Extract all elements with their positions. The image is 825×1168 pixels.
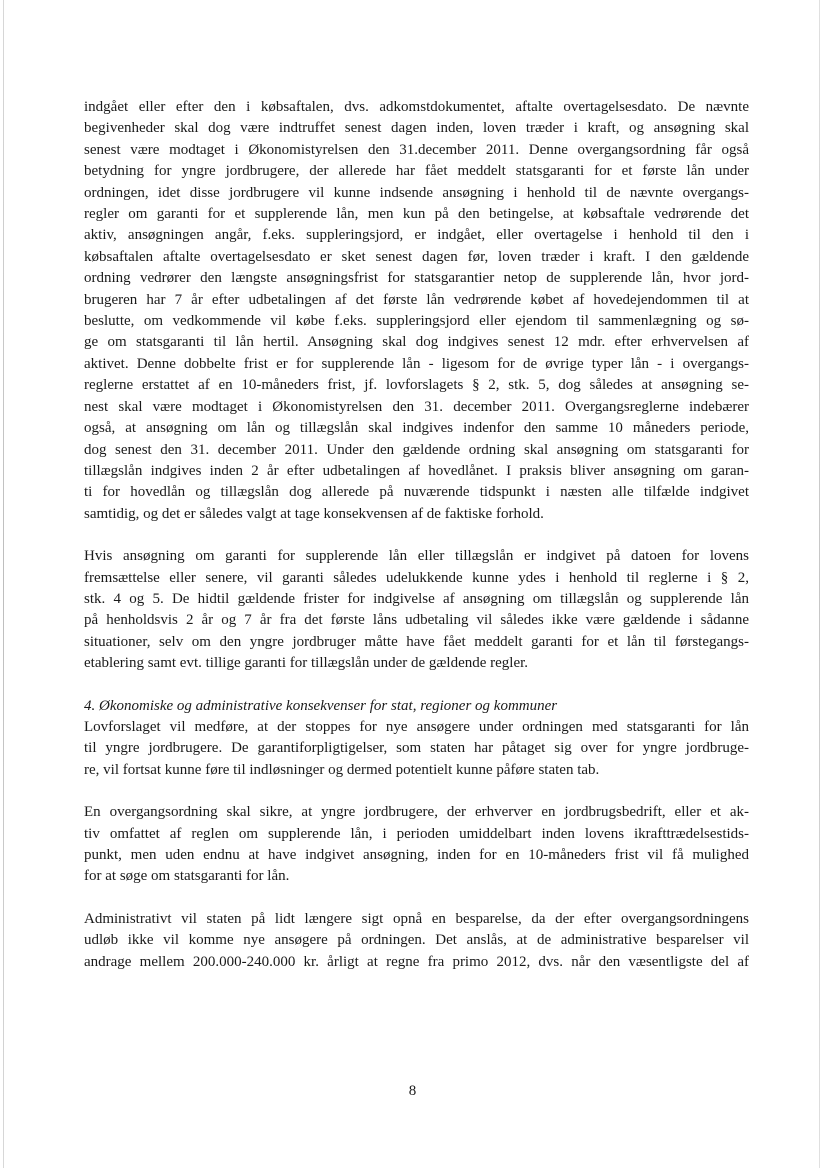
paragraph-guarantee-applications	[84, 546, 749, 674]
text-line: aktivet. Denne dobbelte frist er for supplerende lån - ligesom for de øvrige typer lån - i overgangs-	[84, 355, 749, 372]
scan-edge-right	[819, 0, 820, 1168]
text-line: regler om garanti for et supplerende lån, men kun på den betingelse, at købsaftale vedrørende det	[84, 206, 749, 223]
text-line: tillægslån indgives inden 2 år efter udbetalingen af hovedlånet. I praksis bliver ansøgning om garan-	[84, 462, 749, 479]
page-number: 8	[408, 1083, 417, 1099]
text-line: betydning for yngre jordbrugere, der allerede har fået meddelt statsgaranti for et første lån under	[84, 163, 749, 180]
text-line: brugeren har 7 år efter udbetalingen af det første lån vedrørende købet af hovedejendommen til at	[84, 291, 749, 308]
text-line: ordning vedrører den længste ansøgningsfrist for statsgarantier netop de supplerende lån, hvor jord-	[84, 270, 749, 287]
paragraph-administrative-savings	[84, 909, 749, 973]
text-line: ge om statsgaranti til lån hertil. Ansøgning skal dog indgives senest 12 mdr. efter erhvervelsen af	[84, 334, 749, 351]
text-line: situationer, selv om den yngre jordbruger måtte have fået meddelt garanti for et lån til førstegangs-	[84, 633, 749, 650]
text-line: En overgangsordning skal sikre, at yngre jordbrugere, der erhverver en jordbrugsbedrift, eller et ak-	[84, 804, 749, 821]
text-line: reglerne erstattet af en 10-måneders frist, jf. lovforslagets § 2, stk. 5, dog således at ansøgning se-	[84, 377, 749, 394]
text-line: punkt, men uden endnu at have indgivet ansøgning, inden for en 10-måneders frist vil få mulighed	[84, 847, 749, 863]
text-line: indgået eller efter den i købsaftalen, dvs. adkomstdokumentet, aftalte overtagelsesdato. De nævnte	[84, 99, 749, 115]
text-line: Administrativt vil staten på lidt længere sigt opnå en besparelse, da der efter overgangsordningens	[84, 910, 749, 927]
paragraph-bill-consequences	[84, 717, 749, 781]
text-line: købsaftalen aftalte overtagelsesdato er sket senest dagen før, loven træder i kraft. I den gældende	[84, 248, 749, 265]
text-line: tiv omfattet af reglen om supplerende lån, i perioden umiddelbart inden lovens ikrafttrædelsestids-	[84, 825, 749, 842]
text-line: fremsættelse eller senere, vil garanti således udelukkende kunne ydes i henhold til reglerne i § 2,	[84, 569, 749, 586]
text-line: samtidig, og det er således valgt at tage konsekvensen af de faktiske forhold.	[84, 505, 544, 522]
scan-edge-left	[3, 0, 4, 1168]
text-line: ordningen, idet disse jordbrugere vil kunne indsende ansøgning i henhold til de nævnte overgangs-	[84, 184, 749, 201]
text-line: senest være modtaget i Økonomistyrelsen den 31.december 2011. Denne overgangsordning får også	[84, 141, 749, 158]
text-line: etablering samt evt. tillige garanti for tillægslån under de gældende regler.	[84, 655, 529, 672]
document-page	[84, 97, 749, 973]
text-line: begivenheder skal dog være indtruffet senest dagen inden, loven træder i kraft, og ansøgning skal	[84, 120, 749, 137]
paragraph-transition-scheme	[84, 802, 749, 888]
text-line: andrage mellem 200.000-240.000 kr. årligt at regne fra primo 2012, dvs. når den væsentligste del af	[84, 953, 749, 970]
text-line: også, at ansøgning om lån og tillægslån skal indgives indenfor den samme 10 måneders periode,	[84, 420, 749, 437]
text-line: til yngre jordbrugere. De garantiforpligtigelser, som staten har påtaget sig over for yngre jordbruge-	[84, 740, 749, 757]
text-line: udløb ikke vil komme nye ansøgere på ordningen. Det anslås, at de administrative besparelser vil	[84, 932, 749, 949]
text-line: Lovforslaget vil medføre, at der stoppes for nye ansøgere under ordningen med statsgaranti for lån	[84, 718, 749, 735]
paragraph-transition-rules	[84, 97, 749, 525]
text-line: dog senest den 31. december 2011. Under den gældende ordning skal ansøgning om statsgaranti for	[84, 441, 749, 458]
text-line: aktiv, ansøgningen angår, f.eks. suppleringsjord, er indgået, eller overtagelse i henhold til den i	[84, 227, 749, 244]
text-line: beslutte, om vedkommende vil købe f.eks. suppleringsjord eller ejendom til sammenlægning og sø-	[84, 313, 749, 330]
text-line: på henholdsvis 2 år og 7 år fra det første låns udbetaling vil således ikke være gældende i sådanne	[84, 612, 749, 629]
text-line: ti for hovedlån og tillægslån dog allerede på nuværende tidspunkt i næsten alle tilfælde indgivet	[84, 484, 749, 501]
section-heading: 4. Økonomiske og administrative konsekvenser for stat, regioner og kommuner	[84, 697, 558, 714]
text-line: nest skal være modtaget i Økonomistyrelsen den 31. december 2011. Overgangsreglerne indebærer	[84, 398, 749, 415]
text-line: Hvis ansøgning om garanti for supplerende lån eller tillægslån er indgivet på datoen for lovens	[84, 548, 749, 565]
text-line: for at søge om statsgaranti for lån.	[84, 868, 290, 885]
text-line: stk. 4 og 5. De hidtil gældende frister for indgivelse af ansøgning om tillægslån og supplerende lån	[84, 590, 749, 607]
text-line: re, vil fortsat kunne føre til indløsninger og dermed potentielt kunne påføre staten tab.	[84, 761, 600, 778]
